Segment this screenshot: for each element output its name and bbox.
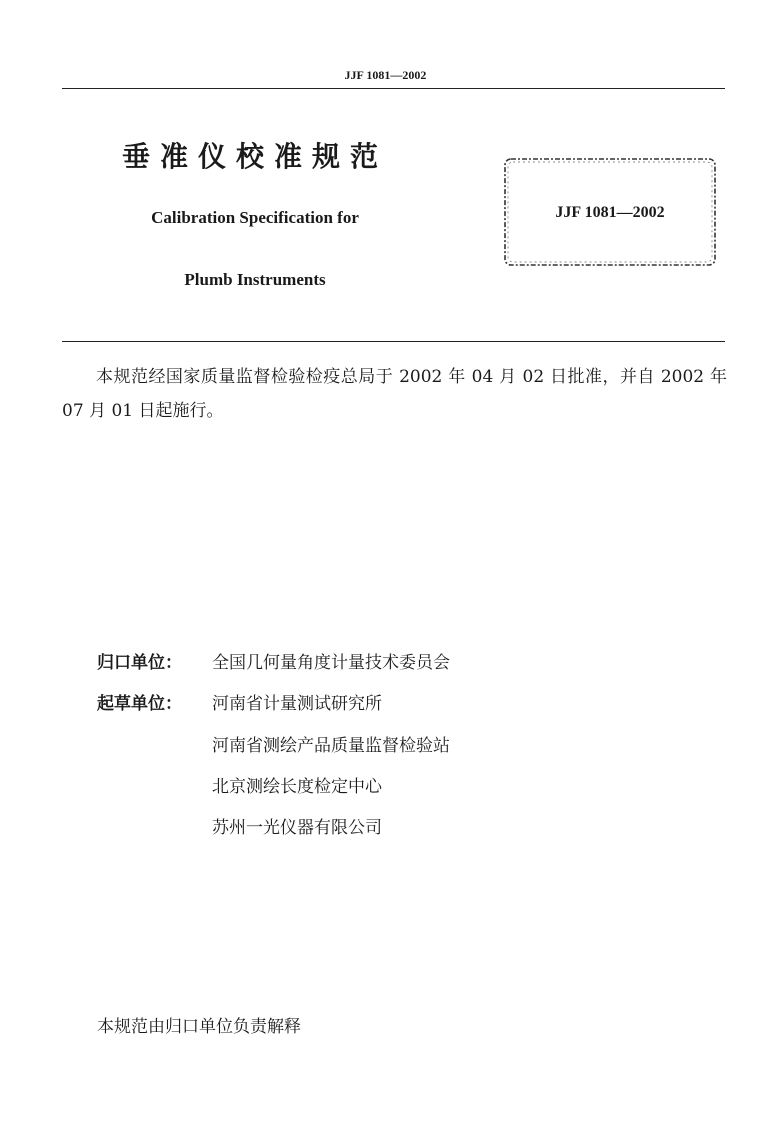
header-code: JJF 1081—2002 bbox=[344, 68, 427, 82]
drafting-unit-row bbox=[97, 689, 382, 719]
interpretation-note: 本规范由归口单位负责解释 bbox=[97, 1017, 301, 1037]
drafting-unit-item: 北京测绘长度检定中心 bbox=[212, 777, 382, 797]
title-english-line1: Calibration Specification for bbox=[151, 208, 359, 227]
drafting-unit-label: 起草单位： bbox=[97, 694, 182, 714]
approval-statement: 本规范经国家质量监督检验检疫总局于 2002 年 04 月 02 日批准，并自 2002 年 07 月 01 日起施行。 bbox=[62, 367, 727, 421]
section-rule bbox=[62, 341, 725, 342]
title-chinese: 垂准仪校准规范 bbox=[121, 140, 388, 173]
drafting-unit-item: 河南省计量测试研究所 bbox=[212, 694, 382, 714]
drafting-unit-item: 苏州一光仪器有限公司 bbox=[212, 818, 382, 838]
responsible-unit-row bbox=[97, 648, 450, 678]
title-english-line2: Plumb Instruments bbox=[184, 270, 326, 289]
code-box bbox=[502, 156, 718, 268]
responsible-unit-value: 全国几何量角度计量技术委员会 bbox=[212, 653, 450, 673]
drafting-unit-item: 河南省测绘产品质量监督检验站 bbox=[212, 736, 450, 756]
responsible-unit-label: 归口单位： bbox=[97, 653, 182, 673]
code-box-text: JJF 1081—2002 bbox=[555, 204, 665, 221]
top-rule bbox=[62, 88, 725, 89]
